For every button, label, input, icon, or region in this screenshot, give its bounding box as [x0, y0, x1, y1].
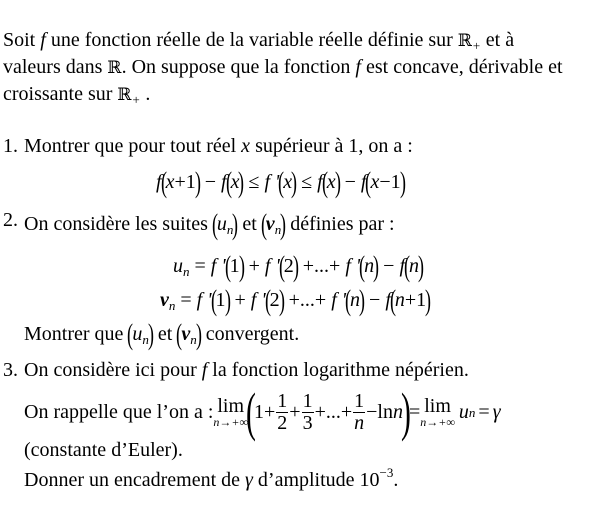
ellipsis: +...+	[314, 401, 353, 423]
paren: )	[418, 250, 424, 283]
lim-subscript: n→+∞	[420, 415, 455, 429]
var-f: f	[40, 29, 46, 51]
euler-constant-note: (constante d’Euler).	[24, 439, 183, 461]
n: n	[350, 289, 361, 311]
q2-number: 2.	[3, 209, 18, 231]
paren: )	[292, 250, 299, 283]
u: u	[216, 213, 227, 235]
u: u	[173, 255, 183, 277]
subscript-plus: +	[131, 92, 141, 107]
q3-ask	[24, 466, 398, 490]
intro-line-1	[3, 30, 514, 52]
lim-word: lim	[424, 395, 451, 417]
plus: +	[229, 289, 251, 311]
paren: )	[194, 166, 201, 199]
paren: )	[195, 318, 202, 351]
n: n	[190, 332, 197, 347]
lim-operator	[420, 396, 455, 428]
gamma: γ	[492, 401, 501, 423]
v: v	[265, 213, 275, 235]
text: et	[152, 323, 178, 345]
fraction	[353, 391, 365, 434]
n: n	[183, 264, 190, 279]
paren: (	[389, 284, 396, 317]
paren: (	[404, 250, 410, 283]
f: f	[399, 255, 405, 277]
paren: )	[147, 318, 154, 351]
paren: (	[359, 250, 366, 283]
f: f	[360, 171, 367, 193]
text: la fonction logarithme népérien.	[207, 359, 469, 381]
equals: =	[478, 401, 490, 423]
var-f: f	[201, 359, 208, 381]
v: v	[181, 323, 191, 345]
paren: (	[225, 166, 232, 199]
plus-one: +1	[404, 289, 427, 311]
reals-symbol: ℝ	[117, 85, 132, 105]
text: supérieur à 1, on a :	[250, 135, 413, 157]
equals: =	[175, 289, 197, 311]
q2-statement	[24, 210, 395, 240]
two: 2	[269, 289, 280, 311]
recall-text: On rappelle que l’on a :	[24, 401, 214, 423]
text: On considère ici pour	[24, 359, 202, 381]
minus-ln: −ln	[366, 401, 393, 423]
equals: =	[189, 255, 211, 277]
text: Montrer que pour tout réel	[24, 135, 242, 157]
one: 1	[229, 255, 240, 277]
paren: (	[278, 250, 285, 283]
paren: (	[224, 250, 231, 283]
f: f	[221, 171, 227, 193]
text: Soit	[3, 29, 41, 51]
u-definition	[173, 252, 423, 282]
ellipsis: +...+	[283, 289, 332, 311]
ten: 10	[359, 469, 380, 491]
euler-limit	[24, 382, 501, 442]
gamma: γ	[245, 469, 253, 491]
paren: (	[127, 318, 134, 351]
n: n	[468, 404, 476, 420]
num: 1	[354, 389, 365, 412]
paren: (	[278, 166, 285, 199]
n: n	[274, 222, 282, 237]
den: n	[354, 411, 365, 434]
plus: +	[289, 401, 301, 423]
q1-number: 1.	[3, 135, 18, 157]
f-prime: f '	[264, 255, 280, 277]
x: x	[283, 171, 293, 193]
exponent: −3	[379, 465, 394, 480]
intro-line-3	[3, 84, 150, 106]
minus: −	[378, 255, 400, 277]
text: Donner un encadrement de	[24, 469, 246, 491]
one: 1	[215, 289, 226, 311]
f-prime: f '	[331, 289, 347, 311]
paren: )	[238, 250, 245, 283]
v-definition	[160, 286, 430, 316]
n: n	[394, 289, 405, 311]
paren: (	[211, 208, 218, 241]
x: x	[230, 171, 240, 193]
n: n	[364, 255, 375, 277]
ellipsis: +...+	[297, 255, 346, 277]
f-prime: f '	[345, 255, 361, 277]
q3-number: 3.	[3, 359, 18, 381]
reals-symbol: ℝ	[107, 58, 122, 78]
plus: +	[243, 255, 265, 277]
f-prime: f '	[264, 171, 280, 193]
period: .	[393, 469, 399, 491]
text: et	[237, 213, 262, 235]
text: et à	[480, 29, 515, 51]
paren: (	[260, 208, 267, 241]
paren: (	[176, 318, 183, 351]
text: On considère les suites	[24, 213, 213, 235]
paren: (	[264, 284, 271, 317]
two: 2	[283, 255, 294, 277]
text: d’amplitude	[252, 469, 360, 491]
lim-word: lim	[217, 395, 245, 417]
leq: ≤	[248, 171, 260, 193]
paren: )	[373, 250, 380, 283]
q2-conclusion	[24, 320, 299, 350]
minus: −	[344, 171, 356, 193]
text: définies par :	[285, 213, 395, 235]
num: 1	[277, 389, 288, 412]
paren: )	[280, 208, 287, 241]
f-prime: f '	[196, 289, 212, 311]
text: .	[140, 83, 151, 105]
plus-one: +1	[174, 171, 196, 193]
text: valeurs dans	[3, 56, 108, 78]
minus-one: −1	[379, 171, 401, 193]
n: n	[409, 255, 419, 277]
text: . On suppose que la fonction	[121, 56, 356, 78]
q1-statement	[24, 136, 413, 156]
paren: (	[321, 166, 328, 199]
paren: )	[278, 284, 285, 317]
text: convergent.	[200, 323, 300, 345]
den: 2	[277, 411, 288, 434]
paren: )	[238, 166, 245, 199]
f: f	[385, 289, 391, 311]
fraction	[302, 391, 314, 434]
paren: )	[359, 284, 366, 317]
text: est concave, dérivable et	[360, 56, 563, 78]
intro-line-2	[3, 57, 563, 77]
paren: )	[425, 284, 432, 317]
f-prime: f '	[250, 289, 266, 311]
q1-inequality	[156, 168, 405, 198]
den: 3	[302, 411, 313, 434]
text: Montrer que	[24, 323, 129, 345]
paren: )	[232, 208, 239, 241]
f-prime: f '	[210, 255, 226, 277]
leq: ≤	[301, 171, 313, 193]
lim-subscript: n→+∞	[213, 415, 249, 429]
x: x	[370, 171, 380, 193]
paren: )	[399, 166, 406, 199]
paren: )	[224, 284, 231, 317]
f: f	[317, 171, 323, 193]
subscript-plus: +	[471, 38, 481, 53]
big-paren: )	[401, 382, 411, 442]
reals-symbol: ℝ	[457, 31, 472, 51]
paren: )	[334, 166, 341, 199]
paren: (	[365, 166, 372, 199]
n: n	[142, 332, 149, 347]
f: f	[156, 171, 162, 193]
text: une fonction réelle de la variable réelle définie sur	[45, 29, 458, 51]
var-x: x	[241, 135, 251, 157]
equals: =	[408, 401, 421, 423]
paren: (	[210, 284, 217, 317]
one-plus: 1+	[254, 401, 276, 423]
minus: −	[364, 289, 386, 311]
q3-statement	[24, 360, 469, 380]
big-paren: (	[246, 382, 256, 442]
text: croissante sur	[3, 83, 118, 105]
minus: −	[204, 171, 217, 193]
x: x	[326, 171, 336, 193]
num: 1	[302, 389, 313, 412]
n: n	[168, 298, 176, 313]
n: n	[392, 401, 403, 423]
lim-operator	[213, 396, 248, 428]
x: x	[165, 171, 175, 193]
var-f: f	[355, 56, 361, 78]
v: v	[160, 289, 169, 311]
paren: (	[345, 284, 352, 317]
n: n	[226, 222, 234, 237]
u: u	[458, 401, 469, 423]
paren: (	[160, 166, 167, 199]
paren: )	[291, 166, 298, 199]
u: u	[132, 323, 143, 345]
fraction	[276, 391, 288, 434]
